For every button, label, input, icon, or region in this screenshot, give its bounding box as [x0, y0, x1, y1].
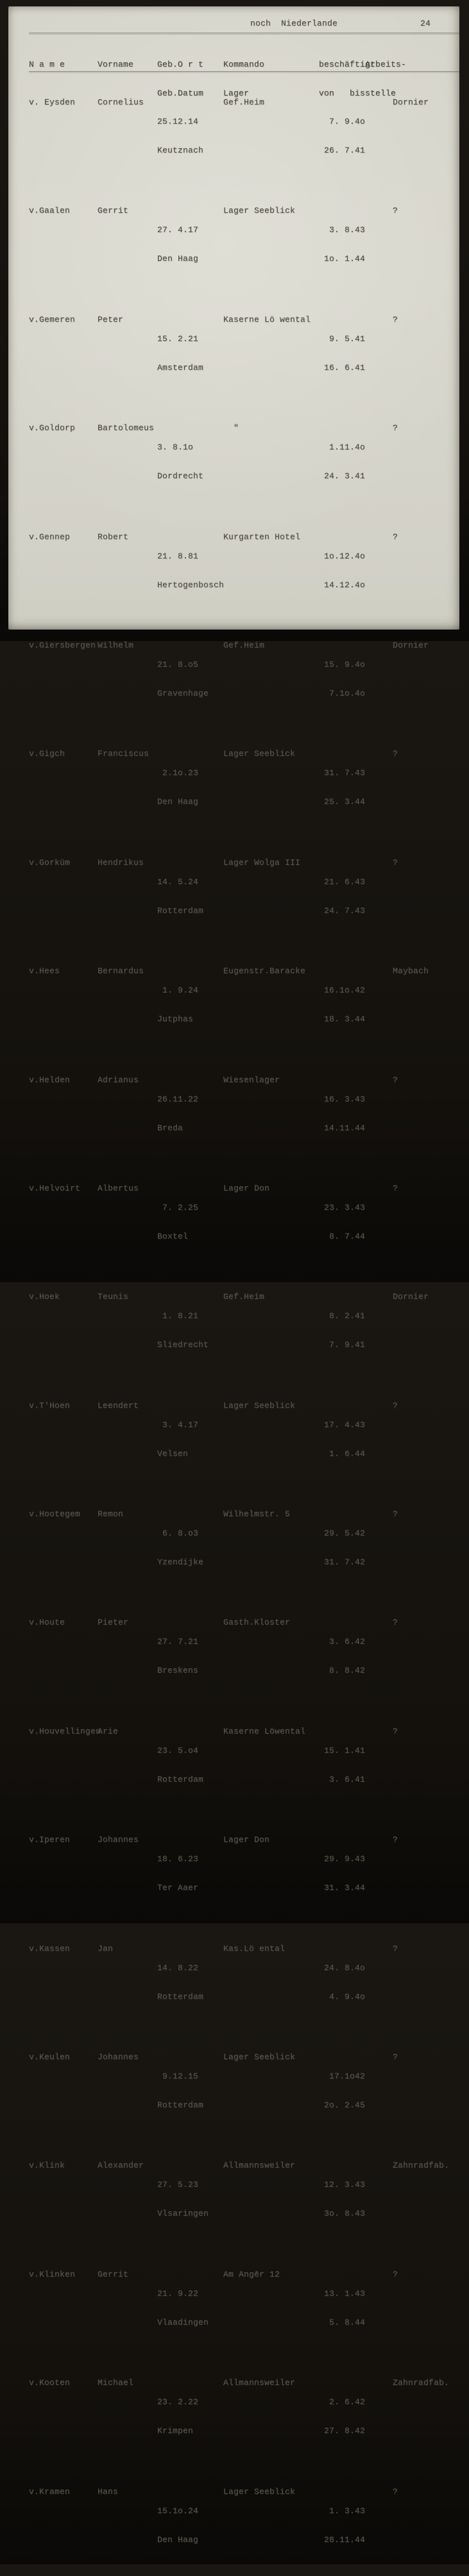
cell-arbeitsstelle: ? — [393, 1075, 398, 1085]
cell-arbeitsstelle: Dornier — [393, 640, 429, 650]
cell-vorname: Johannes — [98, 1835, 139, 1845]
cell-geb-datum: 21. 8.81 — [157, 551, 199, 561]
cell-geburt — [157, 966, 223, 1043]
cell-arbeitsstelle: Dornier — [393, 97, 429, 107]
table-row — [29, 1183, 449, 1260]
cell-beschaeftigt — [319, 532, 365, 609]
cell-name: v.Kramen — [29, 2486, 71, 2497]
cell-name: v.Keulen — [29, 2052, 71, 2062]
cell-beschaeftigt-von: 7. 9.4o — [328, 117, 365, 126]
cell-kommando-lager: Wilhelmstr. 5 — [223, 1509, 291, 1519]
table-row — [29, 2270, 449, 2346]
table-row — [29, 2161, 449, 2237]
cell-arbeitsstelle: ? — [393, 2052, 398, 2062]
cell-beschaeftigt-bis: 1o. 1.44 — [323, 254, 365, 264]
cell-kommando-lager: Lager Wolga III — [223, 857, 301, 867]
cell-vorname: Pieter — [98, 1618, 129, 1628]
cell-geburt — [157, 2270, 223, 2346]
cell-arbeitsstelle: Zahnradfab. — [393, 2378, 450, 2388]
column-header-line1: beschäftigt — [319, 60, 376, 69]
column-header-line1: Arbeits- — [365, 60, 407, 69]
cell-name: v.Gigch — [29, 749, 65, 759]
cell-geb-datum: 3. 4.17 — [157, 1419, 199, 1430]
table-row — [29, 2378, 449, 2455]
cell-geb-ort: Vlaadingen — [157, 2317, 209, 2327]
cell-name: v.Houte — [29, 1618, 65, 1628]
cell-beschaeftigt-bis: 16. 6.41 — [323, 362, 365, 372]
cell-vorname: Remon — [98, 1509, 124, 1519]
cell-beschaeftigt-bis: 5. 8.44 — [328, 2317, 365, 2327]
table-body — [29, 78, 449, 2576]
cell-geb-datum: 18. 6.23 — [157, 1854, 199, 1864]
column-header-line2: Geb.Datum — [157, 88, 204, 98]
cell-kommando-lager: Gef.Heim — [223, 640, 265, 650]
cell-vorname: Arie — [98, 1726, 119, 1736]
cell-name: v.Klink — [29, 2161, 65, 2171]
cell-beschaeftigt-von: 9. 5.41 — [328, 333, 365, 344]
column-header-line2: von bis — [319, 88, 366, 98]
divider-below-header — [29, 71, 459, 73]
cell-geburt — [157, 97, 223, 174]
cell-beschaeftigt-von: 29. 9.43 — [323, 1854, 365, 1864]
cell-geb-datum: 27. 5.23 — [157, 2180, 199, 2190]
cell-beschaeftigt-von: 16.1o.42 — [323, 985, 365, 996]
cell-vorname: Gerrit — [98, 2269, 129, 2279]
cell-name: v.Gaalen — [29, 206, 71, 216]
cell-beschaeftigt — [319, 1292, 365, 1369]
cell-name: v.Kassen — [29, 1943, 71, 1953]
cell-beschaeftigt-von: 24. 8.4o — [323, 1962, 365, 1973]
cell-geb-ort: Den Haag — [157, 797, 199, 807]
cell-beschaeftigt — [319, 315, 365, 392]
cell-geb-ort: Ter Aaer — [157, 1883, 199, 1893]
cell-beschaeftigt — [319, 423, 365, 500]
cell-arbeitsstelle: ? — [393, 1726, 398, 1736]
cell-beschaeftigt-bis: 1. 6.44 — [328, 1448, 365, 1459]
cell-geb-ort: Keutznach — [157, 146, 204, 155]
cell-beschaeftigt-von: 17. 4.43 — [323, 1419, 365, 1430]
cell-geburt — [157, 1075, 223, 1152]
cell-vorname: Cornelius — [98, 97, 144, 107]
cell-geb-datum: 26.11.22 — [157, 1094, 199, 1104]
cell-beschaeftigt-bis: 31. 3.44 — [323, 1883, 365, 1893]
cell-name: v.Iperen — [29, 1835, 71, 1845]
cell-geburt — [157, 1183, 223, 1260]
cell-name: v.Gennep — [29, 531, 71, 542]
cell-vorname: Franciscus — [98, 749, 149, 759]
cell-beschaeftigt-bis: 24. 7.43 — [323, 905, 365, 916]
cell-geb-ort: Den Haag — [157, 254, 199, 264]
table-row — [29, 423, 449, 500]
cell-geb-datum: 27. 7.21 — [157, 1637, 199, 1647]
cell-geburt — [157, 2161, 223, 2237]
cell-vorname: Jan — [98, 1943, 114, 1953]
table-row — [29, 1835, 449, 1912]
cell-geburt — [157, 1944, 223, 2021]
cell-geb-datum: 6. 8.o3 — [157, 1528, 199, 1539]
cell-geb-ort: Velsen — [157, 1448, 189, 1459]
cell-geb-ort: Hertogenbosch — [157, 580, 225, 590]
cell-vorname: Peter — [98, 314, 124, 324]
cell-kommando-lager: Gef.Heim — [223, 97, 265, 107]
cell-beschaeftigt — [319, 858, 365, 935]
table-row — [29, 532, 449, 609]
cell-arbeitsstelle: ? — [393, 857, 398, 867]
cell-kommando-lager: Lager Don — [223, 1183, 270, 1193]
cell-beschaeftigt — [319, 1727, 365, 1803]
cell-geburt — [157, 749, 223, 826]
cell-beschaeftigt-von: 3. 8.43 — [328, 225, 365, 235]
cell-name: v. Eysden — [29, 97, 76, 107]
cell-geb-ort: Boxtel — [157, 1231, 189, 1241]
column-header-line1: Kommando — [223, 60, 265, 69]
cell-kommando-lager: Kurgarten Hotel — [223, 531, 301, 542]
cell-geburt — [157, 1835, 223, 1912]
cell-beschaeftigt — [319, 1509, 365, 1586]
table-row — [29, 1727, 449, 1803]
cell-kommando-lager: Lager Seeblick — [223, 749, 296, 759]
cell-kommando-lager: Kaserne Lö wental — [223, 314, 311, 324]
cell-geb-datum: 21. 8.o5 — [157, 659, 199, 669]
cell-beschaeftigt — [319, 640, 365, 717]
cell-geburt — [157, 2487, 223, 2564]
cell-geb-datum: 25.12.14 — [157, 117, 199, 126]
cell-beschaeftigt — [319, 749, 365, 826]
cell-vorname: Leendert — [98, 1400, 139, 1410]
cell-beschaeftigt-bis: 14.12.4o — [323, 580, 365, 590]
cell-beschaeftigt-von: 1.11.4o — [328, 442, 365, 453]
cell-kommando-lager: Lager Seeblick — [223, 206, 296, 216]
cell-geb-datum: 21. 9.22 — [157, 2288, 199, 2298]
table-row — [29, 966, 449, 1043]
table-row — [29, 315, 449, 392]
cell-arbeitsstelle: ? — [393, 1509, 398, 1519]
cell-name: v.Gemeren — [29, 314, 76, 324]
cell-kommando-lager: Lager Seeblick — [223, 2052, 296, 2062]
cell-geb-datum: 14. 5.24 — [157, 876, 199, 887]
cell-kommando-lager: Allmannsweiler — [223, 2161, 296, 2171]
cell-geburt — [157, 858, 223, 935]
cell-beschaeftigt — [319, 1075, 365, 1152]
cell-name: v.Hoek — [29, 1292, 60, 1302]
cell-vorname: Hans — [98, 2486, 119, 2497]
cell-geburt — [157, 1618, 223, 1694]
page-number: 24 — [420, 19, 431, 28]
cell-beschaeftigt-von: 31. 7.43 — [323, 768, 365, 778]
cell-geburt — [157, 315, 223, 392]
cell-beschaeftigt-bis: 8. 8.42 — [328, 1666, 365, 1676]
cell-geb-datum: 15. 2.21 — [157, 333, 199, 344]
cell-beschaeftigt-von: 15. 1.41 — [323, 1745, 365, 1755]
cell-vorname: Johannes — [98, 2052, 139, 2062]
cell-arbeitsstelle: Zahnradfab. — [393, 2161, 450, 2171]
cell-geb-ort: Dordrecht — [157, 471, 204, 481]
cell-beschaeftigt-bis: 7. 9.41 — [328, 1340, 365, 1350]
cell-geb-datum: 7. 2.25 — [157, 1202, 199, 1212]
cell-beschaeftigt-bis: 26. 7.41 — [323, 146, 365, 155]
cell-arbeitsstelle: Maybach — [393, 966, 429, 976]
cell-geb-datum: 23. 5.o4 — [157, 1745, 199, 1755]
cell-arbeitsstelle: ? — [393, 531, 398, 542]
cell-arbeitsstelle: ? — [393, 749, 398, 759]
table-row — [29, 206, 449, 283]
cell-beschaeftigt — [319, 2161, 365, 2237]
cell-beschaeftigt-bis: 28.11.44 — [323, 2534, 365, 2545]
cell-beschaeftigt-von: 1o.12.4o — [323, 551, 365, 561]
cell-vorname: Bartolomeus — [98, 423, 155, 433]
cell-geburt — [157, 1509, 223, 1586]
cell-geburt — [157, 2378, 223, 2455]
table-row — [29, 2487, 449, 2564]
cell-name: v.Helden — [29, 1075, 71, 1085]
cell-beschaeftigt-von: 8. 2.41 — [328, 1311, 365, 1321]
cell-name: v.Kooten — [29, 2378, 71, 2388]
cell-geb-datum: 2.1o.23 — [157, 768, 199, 778]
cell-vorname: Wilhelm — [98, 640, 134, 650]
cell-beschaeftigt-bis: 3o. 8.43 — [323, 2209, 365, 2219]
divider-top — [29, 33, 459, 35]
cell-arbeitsstelle: ? — [393, 1943, 398, 1953]
cell-geb-ort: Sliedrecht — [157, 1340, 209, 1350]
cell-kommando-lager: Allmannsweiler — [223, 2378, 296, 2388]
cell-geb-datum: 27. 4.17 — [157, 225, 199, 235]
cell-beschaeftigt — [319, 966, 365, 1043]
cell-beschaeftigt-von: 1. 3.43 — [328, 2505, 365, 2516]
cell-arbeitsstelle: ? — [393, 206, 398, 216]
column-header-line1: Geb.O r t — [157, 60, 204, 69]
table-row — [29, 1401, 449, 1478]
cell-kommando-lager: Kaserne Löwental — [223, 1726, 306, 1736]
table-row — [29, 1292, 449, 1369]
cell-beschaeftigt — [319, 1835, 365, 1912]
cell-beschaeftigt-von: 17.1o42 — [328, 2071, 365, 2082]
table-row — [29, 749, 449, 826]
cell-kommando-lager: Eugenstr.Baracke — [223, 966, 306, 976]
table-row — [29, 97, 449, 174]
cell-beschaeftigt-von: 13. 1.43 — [323, 2288, 365, 2298]
cell-geburt — [157, 423, 223, 500]
cell-geb-datum: 15.1o.24 — [157, 2505, 199, 2516]
cell-beschaeftigt — [319, 97, 365, 174]
column-header-line1: Vorname — [98, 60, 134, 69]
cell-kommando-lager: Lager Seeblick — [223, 2486, 296, 2497]
cell-geb-ort: Yzendijke — [157, 1557, 204, 1568]
cell-beschaeftigt — [319, 1183, 365, 1260]
table-row — [29, 2052, 449, 2129]
cell-arbeitsstelle: ? — [393, 1835, 398, 1845]
column-header-line2: stelle — [365, 88, 397, 98]
cell-beschaeftigt-von: 12. 3.43 — [323, 2180, 365, 2190]
cell-geburt — [157, 1727, 223, 1803]
cell-beschaeftigt-bis: 24. 3.41 — [323, 471, 365, 481]
cell-geb-ort: Rotterdam — [157, 905, 204, 916]
cell-beschaeftigt-bis: 3. 6.41 — [328, 1774, 365, 1784]
cell-arbeitsstelle: ? — [393, 2486, 398, 2497]
cell-vorname: Teunis — [98, 1292, 129, 1302]
cell-kommando-lager: Wiesenlager — [223, 1075, 280, 1085]
cell-geb-ort: Amsterdam — [157, 362, 204, 372]
cell-beschaeftigt — [319, 2270, 365, 2346]
cell-arbeitsstelle: ? — [393, 2269, 398, 2279]
cell-vorname: Robert — [98, 531, 129, 542]
cell-geburt — [157, 206, 223, 283]
cell-beschaeftigt-bis: 2o. 2.45 — [323, 2100, 365, 2111]
cell-beschaeftigt-von: 2. 6.42 — [328, 2397, 365, 2407]
cell-arbeitsstelle: Dornier — [393, 1292, 429, 1302]
cell-name: v.Giersbergen — [29, 640, 96, 650]
column-header-line2: Lager — [223, 88, 250, 98]
cell-geb-ort: Krimpen — [157, 2426, 194, 2436]
cell-arbeitsstelle: ? — [393, 1183, 398, 1193]
cell-beschaeftigt — [319, 2487, 365, 2564]
cell-beschaeftigt — [319, 206, 365, 283]
cell-kommando-lager: Gef.Heim — [223, 1292, 265, 1302]
cell-beschaeftigt-von: 23. 3.43 — [323, 1202, 365, 1212]
cell-vorname: Gerrit — [98, 206, 129, 216]
cell-beschaeftigt — [319, 2052, 365, 2129]
cell-beschaeftigt-bis: 27. 8.42 — [323, 2426, 365, 2436]
cell-beschaeftigt-bis: 31. 7.42 — [323, 1557, 365, 1568]
cell-beschaeftigt-bis: 4. 9.4o — [328, 1991, 365, 2002]
cell-beschaeftigt — [319, 2378, 365, 2455]
cell-kommando-lager: Am Angēr 12 — [223, 2269, 280, 2279]
cell-vorname: Alexander — [98, 2161, 144, 2171]
cell-geb-ort: Jutphas — [157, 1014, 194, 1025]
cell-beschaeftigt-bis: 8. 7.44 — [328, 1231, 365, 1241]
table-row — [29, 1618, 449, 1694]
cell-geb-ort: Breskens — [157, 1666, 199, 1676]
cell-beschaeftigt-von: 21. 6.43 — [323, 876, 365, 887]
cell-geb-ort: Vlsaringen — [157, 2209, 209, 2219]
cell-geb-datum: 23. 2.22 — [157, 2397, 199, 2407]
cell-arbeitsstelle: ? — [393, 423, 398, 433]
cell-beschaeftigt-von: 29. 5.42 — [323, 1528, 365, 1539]
cell-arbeitsstelle: ? — [393, 1618, 398, 1628]
cell-arbeitsstelle: ? — [393, 1400, 398, 1410]
table-row — [29, 1509, 449, 1586]
table-row — [29, 858, 449, 935]
cell-beschaeftigt-bis: 14.11.44 — [323, 1123, 365, 1133]
cell-vorname: Michael — [98, 2378, 134, 2388]
cell-beschaeftigt — [319, 1944, 365, 2021]
cell-name: v.Hees — [29, 966, 60, 976]
cell-name: v.Houvellingen — [29, 1726, 101, 1736]
document-page — [8, 6, 459, 2545]
table-row — [29, 1944, 449, 2021]
cell-vorname: Hendrikus — [98, 857, 144, 867]
table-row — [29, 1075, 449, 1152]
cell-geb-ort: Breda — [157, 1123, 183, 1133]
cell-geb-datum: 14. 8.22 — [157, 1962, 199, 1973]
cell-vorname: Adrianus — [98, 1075, 139, 1085]
cell-beschaeftigt-bis: 18. 3.44 — [323, 1014, 365, 1025]
cell-geb-datum: 3. 8.1o — [157, 442, 194, 453]
cell-geb-ort: Gravenhage — [157, 688, 209, 698]
cell-vorname: Bernardus — [98, 966, 144, 976]
cell-kommando-lager: Lager Don — [223, 1835, 270, 1845]
cell-geb-datum: 9.12.15 — [157, 2071, 199, 2082]
cell-geb-ort: Rotterdam — [157, 1991, 204, 2002]
cell-kommando-lager: " — [223, 423, 239, 433]
cell-geburt — [157, 1292, 223, 1369]
cell-name: v.Goldorp — [29, 423, 76, 433]
cell-name: v.Gorküm — [29, 857, 71, 867]
cell-beschaeftigt — [319, 1618, 365, 1694]
cell-kommando-lager: Kas.Lö ental — [223, 1943, 286, 1953]
cell-geburt — [157, 532, 223, 609]
cell-kommando-lager: Lager Seeblick — [223, 1400, 296, 1410]
table-row — [29, 640, 449, 717]
cell-name: v.Klinken — [29, 2269, 76, 2279]
cell-geb-ort: Rotterdam — [157, 1774, 204, 1784]
cell-beschaeftigt-bis: 25. 3.44 — [323, 797, 365, 807]
cell-geb-ort: Rotterdam — [157, 2100, 204, 2111]
cell-geburt — [157, 2052, 223, 2129]
cell-kommando-lager: Gasth.Kloster — [223, 1618, 291, 1628]
cell-beschaeftigt — [319, 1401, 365, 1478]
cell-vorname: Albertus — [98, 1183, 139, 1193]
cell-geb-datum: 1. 9.24 — [157, 985, 199, 996]
cell-arbeitsstelle: ? — [393, 314, 398, 324]
page-heading: noch Niederlande — [250, 19, 338, 28]
cell-geb-ort: Den Haag — [157, 2534, 199, 2545]
cell-geburt — [157, 1401, 223, 1478]
cell-beschaeftigt-von: 3. 6.42 — [328, 1637, 365, 1647]
cell-beschaeftigt-bis: 7.1o.4o — [328, 688, 365, 698]
cell-name: v.Hootegem — [29, 1509, 81, 1519]
cell-geb-datum: 1. 8.21 — [157, 1311, 199, 1321]
cell-name: v.Helvoirt — [29, 1183, 81, 1193]
cell-beschaeftigt-von: 15. 9.4o — [323, 659, 365, 669]
cell-beschaeftigt-von: 16. 3.43 — [323, 1094, 365, 1104]
cell-geburt — [157, 640, 223, 717]
column-header-line1: N a m e — [29, 60, 65, 69]
cell-name: v.T'Hoen — [29, 1400, 71, 1410]
